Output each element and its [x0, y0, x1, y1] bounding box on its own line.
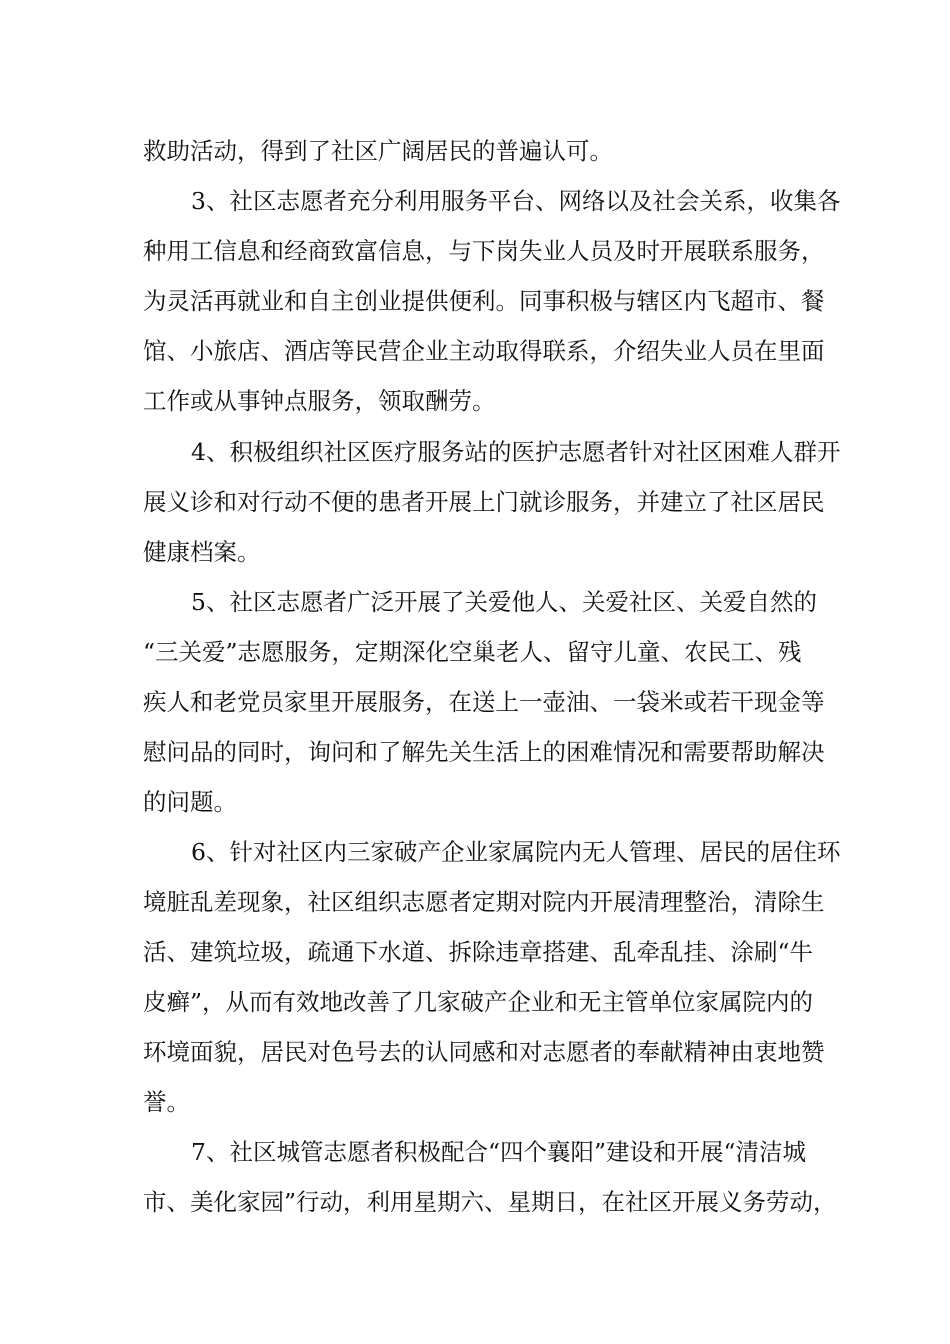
- text-line: 3、社区志愿者充分利用服务平台、网络以及社会关系，收集各: [191, 187, 841, 215]
- text-line: 市、美化家园”行动，利用星期六、星期日，在社区开展义务劳动，: [143, 1188, 837, 1216]
- text-line: “三关爱”志愿服务，定期深化空巢老人、留守儿童、农民工、残: [143, 638, 802, 666]
- text-line: 的问题。: [143, 788, 237, 816]
- text-line: 5、社区志愿者广泛开展了关爱他人、关爱社区、关爱自然的: [191, 588, 817, 616]
- text-line: 环境面貌，居民对色号去的认同感和对志愿者的奉献精神由衷地赞: [143, 1038, 825, 1066]
- text-line: 救助活动，得到了社区广阔居民的普遍认可。: [143, 137, 613, 165]
- text-line: 馆、小旅店、酒店等民营企业主动取得联系，介绍失业人员在里面: [143, 337, 825, 365]
- text-line: 皮癣”，从而有效地改善了几家破产企业和无主管单位家属院内的: [143, 988, 814, 1016]
- text-line: 为灵活再就业和自主创业提供便利。同事积极与辖区内飞超市、餐: [143, 287, 825, 315]
- text-line: 7、社区城管志愿者积极配合“四个襄阳”建设和开展“清洁城: [191, 1138, 806, 1166]
- text-line: 工作或从事钟点服务，领取酬劳。: [143, 387, 496, 415]
- text-line: 誉。: [143, 1088, 190, 1116]
- text-line: 活、建筑垃圾，疏通下水道、拆除违章搭建、乱牵乱挂、涂刷“牛: [143, 938, 814, 966]
- text-line: 境脏乱差现象，社区组织志愿者定期对院内开展清理整治，清除生: [143, 888, 825, 916]
- text-line: 6、针对社区内三家破产企业家属院内无人管理、居民的居住环: [191, 838, 841, 866]
- text-line: 慰问品的同时，询问和了解先关生活上的困难情况和需要帮助解决: [143, 738, 825, 766]
- text-line: 疾人和老党员家里开展服务，在送上一壶油、一袋米或若干现金等: [143, 688, 825, 716]
- text-line: 4、积极组织社区医疗服务站的医护志愿者针对社区困难人群开: [191, 438, 841, 466]
- text-line: 种用工信息和经商致富信息，与下岗失业人员及时开展联系服务，: [143, 237, 825, 265]
- text-line: 展义诊和对行动不便的患者开展上门就诊服务，并建立了社区居民: [143, 488, 825, 516]
- text-line: 健康档案。: [143, 538, 261, 566]
